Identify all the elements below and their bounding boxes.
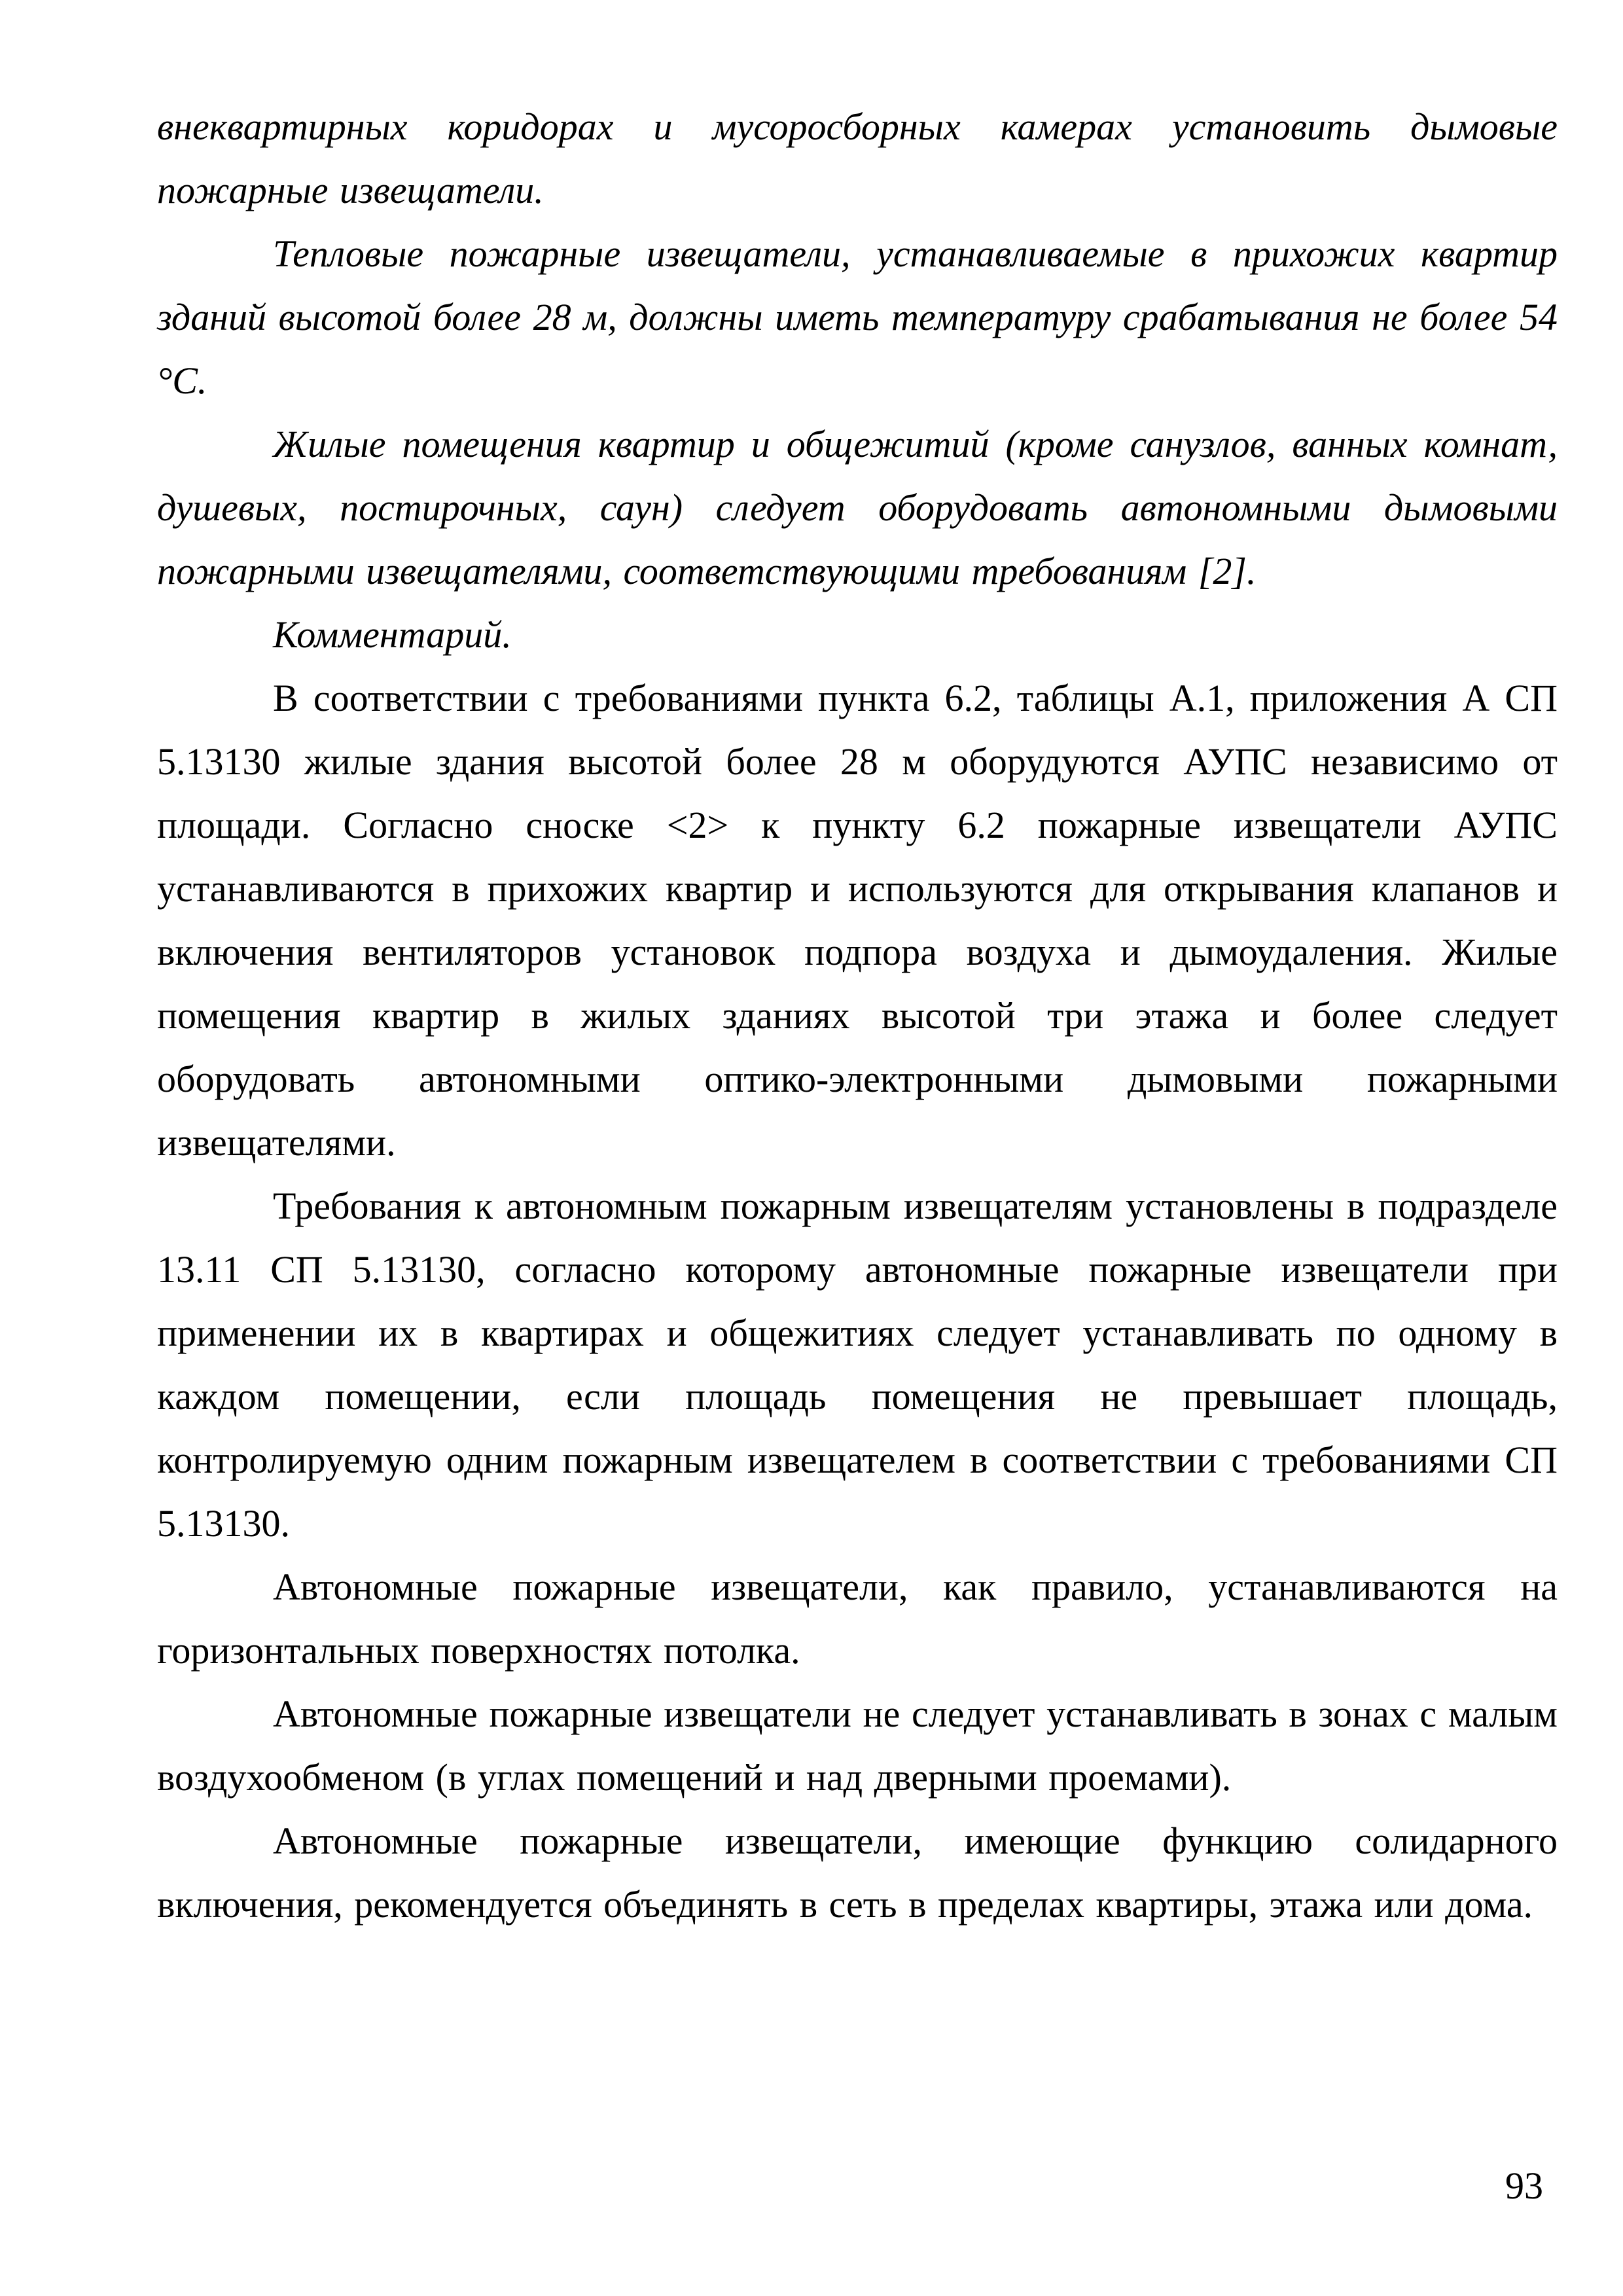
paragraph-commentary-network: Автономные пожарные извещатели, имеющие функцию солидарного включения, рекомендуется объединять в сеть в пределах квартиры, этажа или дома. [157,1820,1558,1926]
paragraph-commentary-aups: В соответствии с требованиями пункта 6.2, таблицы А.1, приложения А СП 5.13130 жилые здания высотой более 28 м оборудуются АУПС независимо от площади. Согласно сноске <2> к пункту 6.2 пожарные извещатели АУПС устанавливаются в прихожих квартир и используются для открывания клапанов и включения вентиляторов установок подпора воздуха и дымоудаления. Жилые помещения квартир в жилых зданиях высотой три этажа и более следует оборудовать автономными оптико-электронными дымовыми пожарными извещателями. [157,677,1558,1164]
paragraph-quote-heat-detectors: Тепловые пожарные извещатели, устанавливаемые в прихожих квартир зданий высотой более 28 м, должны иметь температуру срабатывания не более 54 °С. [157,232,1558,402]
paragraph-quote-dwellings: Жилые помещения квартир и общежитий (кроме санузлов, ванных комнат, душевых, постирочных, саун) следует оборудовать автономными дымовыми пожарными извещателями, соответствующими требованиям [2]. [157,423,1558,592]
page-number: 93 [1505,2164,1543,2207]
paragraph-quote-continuation: внеквартирных коридорах и мусоросборных камерах установить дымовые пожарные извещатели. [157,105,1558,211]
comment-heading: Комментарий. [273,613,512,656]
paragraph-commentary-low-airflow: Автономные пожарные извещатели не следует устанавливать в зонах с малым воздухообменом (в углах помещений и над дверными проемами). [157,1693,1558,1799]
paragraph-commentary-requirements: Требования к автономным пожарным извещателям установлены в подразделе 13.11 СП 5.13130, согласно которому автономные пожарные извещатели при применении их в квартирах и общежитиях следует устанавливать по одному в каждом помещении, если площадь помещения не превышает площадь, контролируемую одним пожарным извещателем в соответствии с требованиями СП 5.13130. [157,1185,1558,1545]
paragraph-commentary-ceiling: Автономные пожарные извещатели, как правило, устанавливаются на горизонтальных поверхностях потолка. [157,1566,1558,1672]
